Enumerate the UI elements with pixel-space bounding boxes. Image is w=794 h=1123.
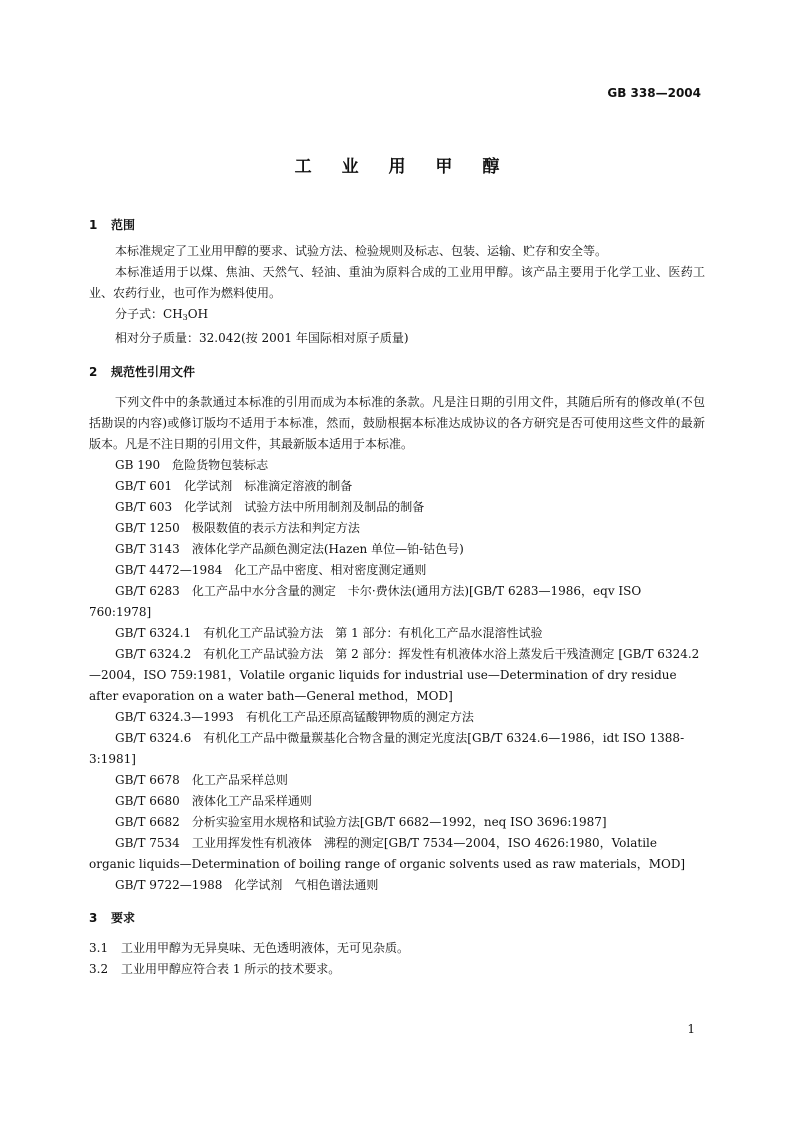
section-number: 3 — [89, 911, 98, 925]
formula-tail: OH — [187, 307, 209, 321]
reference-item — [89, 518, 705, 539]
section-heading — [89, 215, 705, 236]
reference-code: GB/T 6283 — [115, 584, 180, 598]
section-number: 1 — [89, 218, 98, 232]
formula-main: CH — [163, 307, 183, 321]
formula-subscript: 3 — [182, 313, 188, 322]
reference-title: 液体化学产品颜色测定法(Hazen 单位—铂-钴色号) — [191, 542, 464, 556]
section-title: 规范性引用文件 — [111, 365, 196, 379]
reference-item — [89, 833, 705, 875]
reference-item — [89, 644, 705, 707]
reference-item — [89, 581, 705, 623]
reference-title: 化学试剂 试验方法中所用制剂及制品的制备 — [184, 500, 425, 514]
reference-code: GB 190 — [115, 458, 161, 472]
paragraph: 下列文件中的条款通过本标准的引用而成为本标准的条款。凡是注日期的引用文件，其随后所有的修改单(不包括勘误的内容)或修订版均不适用于本标准，然而，鼓励根据本标准达成协议的各方研究是否可使用这些文件的最新版本。凡是不注日期的引用文件，其最新版本适用于本标准。 — [89, 395, 705, 451]
reference-item — [89, 476, 705, 497]
reference-code: GB/T 7534 — [115, 836, 180, 850]
reference-title: 化工产品中水分含量的测定 卡尔·费休法(通用方法)[GB/T 6283—1986，eqv ISO 760:1978] — [89, 584, 642, 619]
reference-code: GB/T 6682 — [115, 815, 180, 829]
reference-title: 极限数值的表示方法和判定方法 — [191, 521, 360, 535]
reference-item — [89, 623, 705, 644]
page-title: 工 业 用 甲 醇 — [294, 157, 512, 177]
clause-number: 3.2 — [89, 962, 109, 976]
reference-code: GB/T 6678 — [115, 773, 180, 787]
section-number: 2 — [89, 365, 98, 379]
reference-code: GB/T 601 — [115, 479, 173, 493]
reference-title: 工业用挥发性有机液体 沸程的测定[GB/T 7534—2004，ISO 4626:1980，Volatile organic liquids—Determination of boiling range of organic solvents used as raw materials，MOD] — [89, 836, 686, 871]
reference-item — [89, 560, 705, 581]
reference-item — [89, 812, 705, 833]
formula-label: 分子式： — [115, 307, 164, 321]
reference-item — [89, 497, 705, 518]
reference-code: GB/T 6324.2 — [115, 647, 192, 661]
molecular-mass: 相对分子质量：32.042(按 2001 年国际相对原子质量) — [115, 331, 409, 345]
reference-title: 有机化工产品试验方法 第 1 部分：有机化工产品水混溶性试验 — [203, 626, 543, 640]
reference-code: GB/T 6324.3—1993 — [115, 710, 234, 724]
reference-code: GB/T 6324.6 — [115, 731, 192, 745]
reference-title: 有机化工产品试验方法 第 2 部分：挥发性有机液体水浴上蒸发后干残渣测定 [GB/T 6324.2—2004，ISO 759:1981，Volatile organic liquids for industrial use—Determination of dry residue after evaporation on a water bath—General method，MOD] — [89, 647, 700, 703]
reference-list — [89, 455, 705, 896]
reference-item — [89, 455, 705, 476]
section-heading — [89, 362, 705, 383]
reference-code: GB/T 6680 — [115, 794, 180, 808]
reference-item — [89, 791, 705, 812]
reference-title: 液体化工产品采样通则 — [191, 794, 312, 808]
reference-code: GB/T 4472—1984 — [115, 563, 223, 577]
section-title: 要求 — [111, 911, 136, 925]
reference-title: 化学试剂 气相色谱法通则 — [234, 878, 379, 892]
clause — [89, 959, 705, 980]
section-heading — [89, 908, 705, 929]
standard-number: GB 338—2004 — [607, 86, 701, 100]
reference-title: 有机化工产品中微量羰基化合物含量的测定光度法[GB/T 6324.6—1986，idt ISO 1388-3:1981] — [89, 731, 685, 766]
reference-title: 分析实验室用水规格和试验方法[GB/T 6682—1992，neq ISO 3696:1987] — [191, 815, 607, 829]
clause-text: 工业用甲醇应符合表 1 所示的技术要求。 — [121, 962, 341, 976]
reference-item — [89, 875, 705, 896]
paragraph: 本标准规定了工业用甲醇的要求、试验方法、检验规则及标志、包装、运输、贮存和安全等。 — [115, 244, 608, 258]
paragraph: 本标准适用于以煤、焦油、天然气、轻油、重油为原料合成的工业用甲醇。该产品主要用于化学工业、医药工业、农药行业，也可作为燃料使用。 — [89, 265, 705, 300]
section-title: 范围 — [111, 218, 136, 232]
page-number: 1 — [687, 1022, 695, 1036]
section-scope — [89, 215, 705, 349]
reference-code: GB/T 603 — [115, 500, 173, 514]
reference-item — [89, 728, 705, 770]
clause-number: 3.1 — [89, 941, 109, 955]
reference-title: 化工产品采样总则 — [191, 773, 288, 787]
reference-title: 危险货物包装标志 — [172, 458, 269, 472]
section-normative-references — [89, 362, 705, 896]
section-requirements — [89, 908, 705, 980]
reference-title: 化工产品中密度、相对密度测定通则 — [234, 563, 427, 577]
reference-code: GB/T 1250 — [115, 521, 180, 535]
reference-code: GB/T 3143 — [115, 542, 180, 556]
molecular-formula — [89, 304, 705, 328]
reference-code: GB/T 9722—1988 — [115, 878, 223, 892]
reference-title: 化学试剂 标准滴定溶液的制备 — [184, 479, 353, 493]
reference-item — [89, 770, 705, 791]
reference-item — [89, 539, 705, 560]
reference-title: 有机化工产品还原高锰酸钾物质的测定方法 — [245, 710, 474, 724]
reference-code: GB/T 6324.1 — [115, 626, 192, 640]
clause-text: 工业用甲醇为无异臭味、无色透明液体，无可见杂质。 — [121, 941, 410, 955]
clause — [89, 938, 705, 959]
reference-item — [89, 707, 705, 728]
